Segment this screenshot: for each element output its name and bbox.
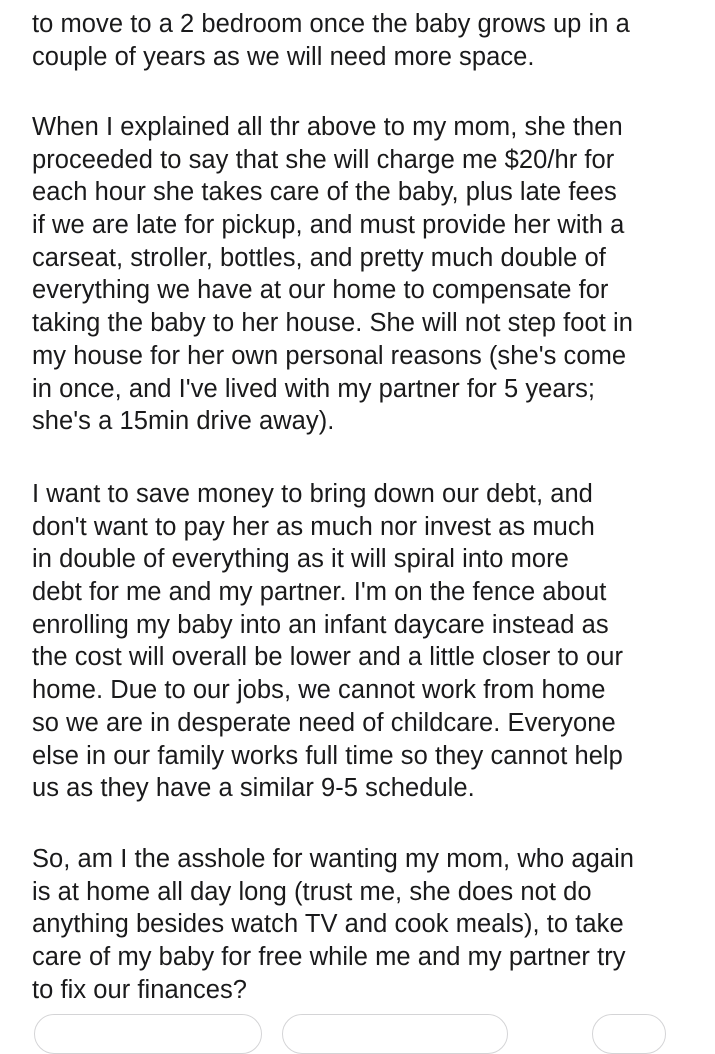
text-line: to move to a 2 bedroom once the baby grows up in a bbox=[32, 10, 630, 38]
text-line: debt for me and my partner. I'm on the fence about bbox=[32, 578, 607, 607]
text-line: in once, and I've lived with my partner for 5 years; bbox=[32, 374, 596, 403]
clipped-text-line bbox=[32, 0, 702, 2]
text-line: home. Due to our jobs, we cannot work from home bbox=[32, 676, 606, 705]
text-line: everything we have at our home to compensate for bbox=[32, 276, 609, 305]
text-line: So, am I the asshole for wanting my mom, who again bbox=[32, 845, 635, 873]
text-line: When I explained all thr above to my mom, she then bbox=[32, 113, 623, 141]
text-line: the cost will overall be lower and a little closer to our bbox=[32, 643, 624, 672]
text-line: each hour she takes care of the baby, plus late fees bbox=[32, 178, 617, 207]
text-line: couple of years as we will need more space. bbox=[32, 42, 535, 71]
comments-button[interactable] bbox=[282, 1014, 508, 1054]
text-line: my house for her own personal reasons (she's come bbox=[32, 341, 627, 370]
clipped-line-text bbox=[32, 0, 641, 2]
vote-button[interactable] bbox=[34, 1014, 262, 1054]
text-line: to fix our finances? bbox=[32, 975, 248, 1004]
text-line: so we are in desperate need of childcare. Everyone bbox=[32, 708, 616, 737]
text-line: in double of everything as it will spiral into more bbox=[32, 545, 569, 574]
text-line: taking the baby to her house. She will not step foot in bbox=[32, 309, 633, 338]
text-line: don't want to pay her as much nor invest as much bbox=[32, 512, 595, 541]
text-line: us as they have a similar 9-5 schedule. bbox=[32, 774, 475, 803]
text-line: carseat, stroller, bottles, and pretty much double of bbox=[32, 243, 606, 272]
paragraph-1 bbox=[32, 8, 630, 73]
text-line: enrolling my baby into an infant daycare instead as bbox=[32, 610, 609, 639]
text-line: anything besides watch TV and cook meals), to take bbox=[32, 910, 624, 939]
post-action-bar bbox=[32, 1014, 702, 1054]
text-line: if we are late for pickup, and must provide her with a bbox=[32, 211, 625, 240]
text-line: care of my baby for free while me and my partner try bbox=[32, 943, 626, 972]
text-line: proceeded to say that she will charge me $20/hr for bbox=[32, 145, 615, 174]
paragraph-4 bbox=[32, 843, 634, 1006]
text-line: I want to save money to bring down our debt, and bbox=[32, 480, 593, 508]
text-line: is at home all day long (trust me, she does not do bbox=[32, 877, 592, 906]
paragraph-3 bbox=[32, 478, 623, 805]
text-line: else in our family works full time so they cannot help bbox=[32, 741, 623, 770]
text-line: she's a 15min drive away). bbox=[32, 407, 335, 436]
share-button[interactable] bbox=[592, 1014, 666, 1054]
paragraph-2 bbox=[32, 111, 633, 438]
